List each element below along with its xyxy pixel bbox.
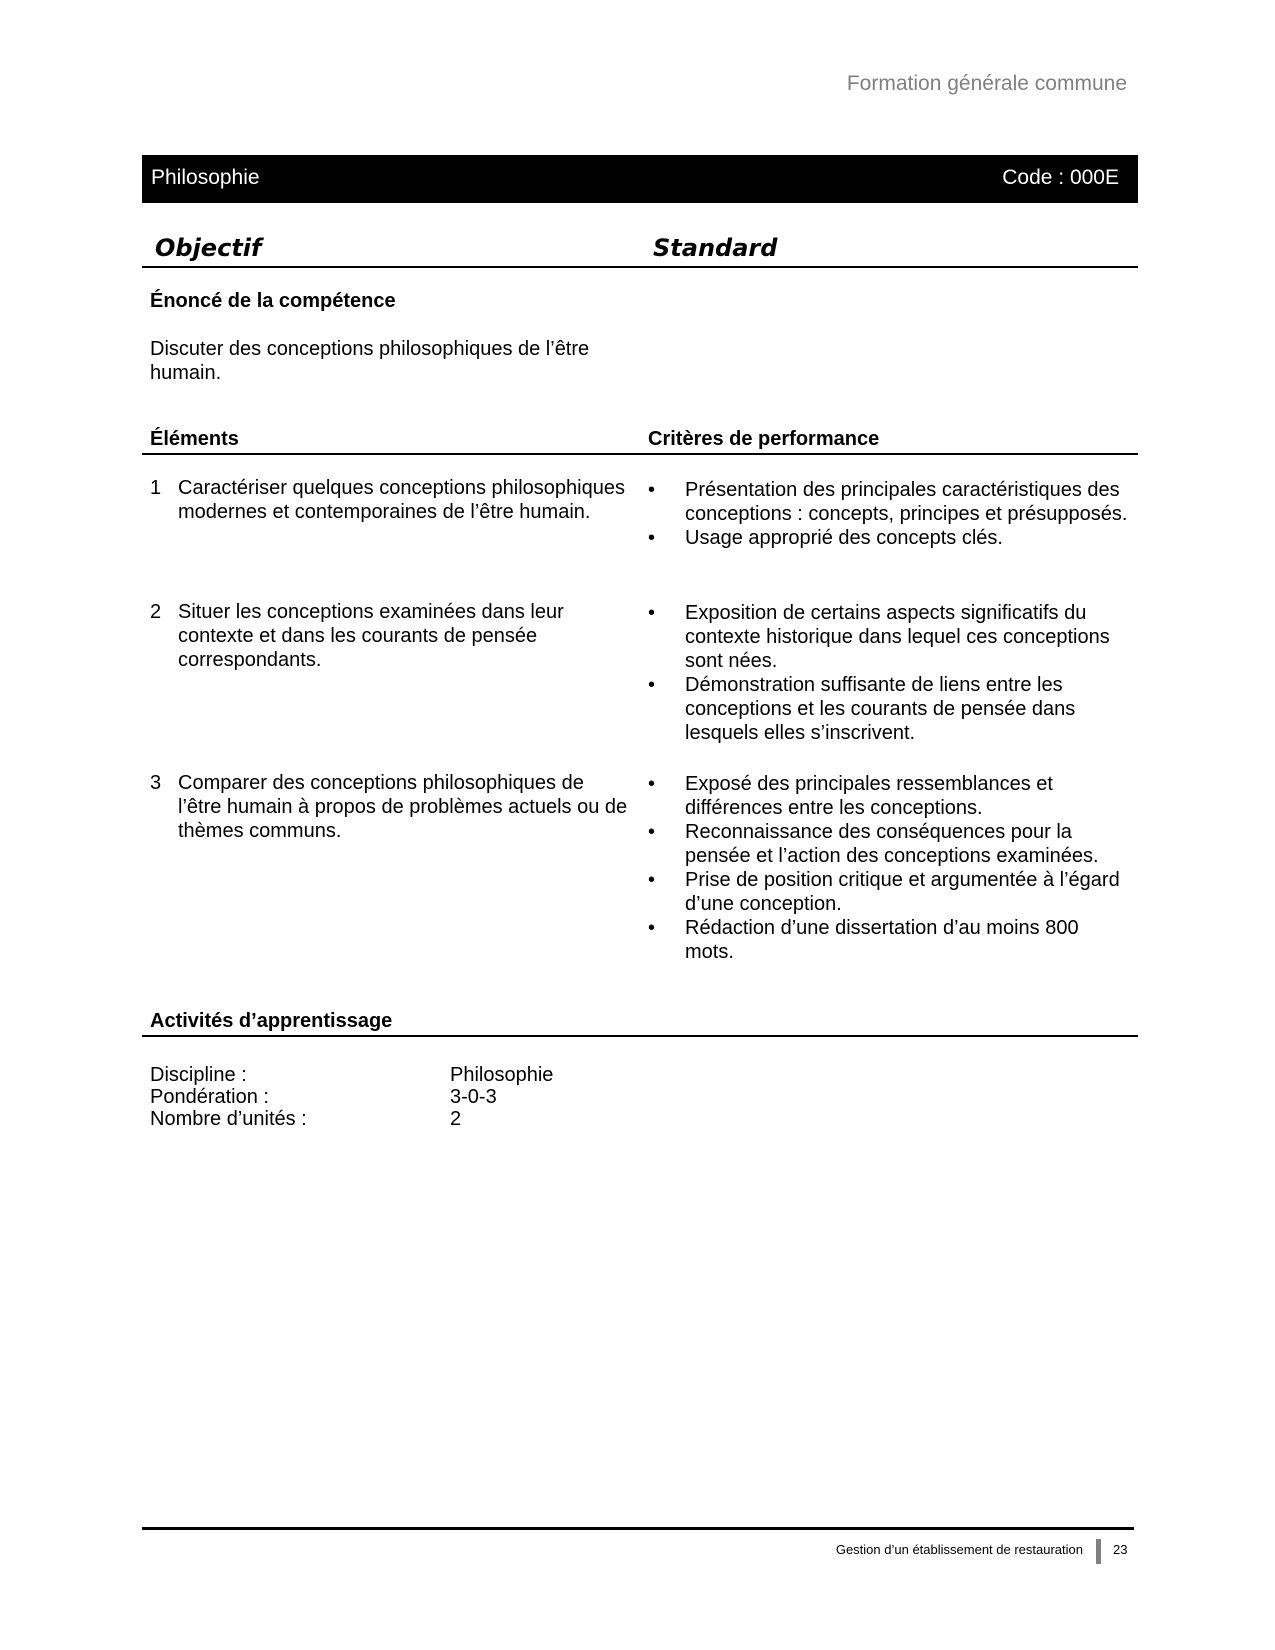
standard-heading: Standard — [653, 234, 778, 262]
info-row — [150, 1064, 650, 1086]
criteria-list — [648, 772, 1128, 964]
info-value: Philosophie — [450, 1064, 554, 1086]
footer-separator — [1096, 1539, 1101, 1564]
competence-heading: Énoncé de la compétence — [150, 290, 396, 312]
bullet-icon: • — [648, 479, 656, 501]
criteria-list — [648, 478, 1128, 550]
info-label: Discipline : — [150, 1064, 247, 1086]
element-number: 2 — [150, 601, 162, 623]
info-row — [150, 1108, 650, 1130]
info-row — [150, 1086, 650, 1108]
bullet-icon: • — [648, 869, 656, 891]
criteria-item: • Prise de position critique et argumentée à l’égard d’une conception. — [648, 869, 1120, 915]
info-value: 2 — [450, 1108, 462, 1130]
criteria-item: • Présentation des principales caractéristiques des conceptions : concepts, principes et présupposés. — [648, 479, 1128, 525]
criteria-item: • Usage approprié des concepts clés. — [648, 527, 1003, 549]
criteria-item: • Rédaction d’une dissertation d’au moins 800 mots. — [648, 917, 1079, 963]
course-code: Code : 000E — [1002, 166, 1119, 189]
criteria-item: • Démonstration suffisante de liens entre les conceptions et les courants de pensée dans lesquels elles s’inscrivent. — [648, 674, 1076, 744]
bullet-icon: • — [648, 674, 656, 696]
element-text: Caractériser quelques conceptions philosophiques modernes et contemporaines de l’être humain. — [178, 477, 625, 523]
info-label: Pondération : — [150, 1086, 269, 1108]
objective-heading: Objectif — [155, 234, 262, 262]
element-item — [150, 600, 630, 680]
element-number: 3 — [150, 772, 162, 794]
bullet-icon: • — [648, 821, 656, 843]
element-item — [150, 476, 630, 556]
running-head: Formation générale commune — [846, 72, 1127, 95]
elements-heading: Éléments — [150, 428, 239, 450]
bullet-icon: • — [648, 773, 656, 795]
course-subject: Philosophie — [151, 166, 260, 189]
element-text: Comparer des conceptions philosophiques de l’être humain à propos de problèmes actuels ou de thèmes communs. — [178, 772, 628, 842]
footer-title: Gestion d’un établissement de restauration — [835, 1542, 1083, 1557]
divider — [142, 266, 1138, 268]
competence-text: Discuter des conceptions philosophiques de l’être humain. — [150, 338, 590, 384]
bullet-icon: • — [648, 527, 656, 549]
criteria-list — [648, 601, 1128, 745]
element-number: 1 — [150, 477, 162, 499]
criteria-heading: Critères de performance — [648, 428, 880, 450]
info-label: Nombre d’unités : — [150, 1108, 307, 1130]
divider — [142, 453, 1138, 455]
criteria-item: • Exposé des principales ressemblances et différences entre les conceptions. — [648, 773, 1053, 819]
criteria-item: • Exposition de certains aspects significatifs du contexte historique dans lequel ces conceptions sont nées. — [648, 602, 1110, 672]
info-value: 3-0-3 — [450, 1086, 497, 1108]
element-text: Situer les conceptions examinées dans leur contexte et dans les courants de pensée correspondants. — [178, 601, 564, 671]
page-number: 23 — [1113, 1542, 1128, 1557]
activities-heading: Activités d’apprentissage — [150, 1010, 393, 1032]
criteria-item: • Reconnaissance des conséquences pour la pensée et l’action des conceptions examinées. — [648, 821, 1099, 867]
course-title-bar — [142, 155, 1138, 203]
footer-rule — [142, 1527, 1134, 1530]
activities-info — [150, 1064, 650, 1130]
bullet-icon: • — [648, 917, 656, 939]
divider — [142, 1035, 1138, 1037]
element-item — [150, 771, 630, 851]
bullet-icon: • — [648, 602, 656, 624]
